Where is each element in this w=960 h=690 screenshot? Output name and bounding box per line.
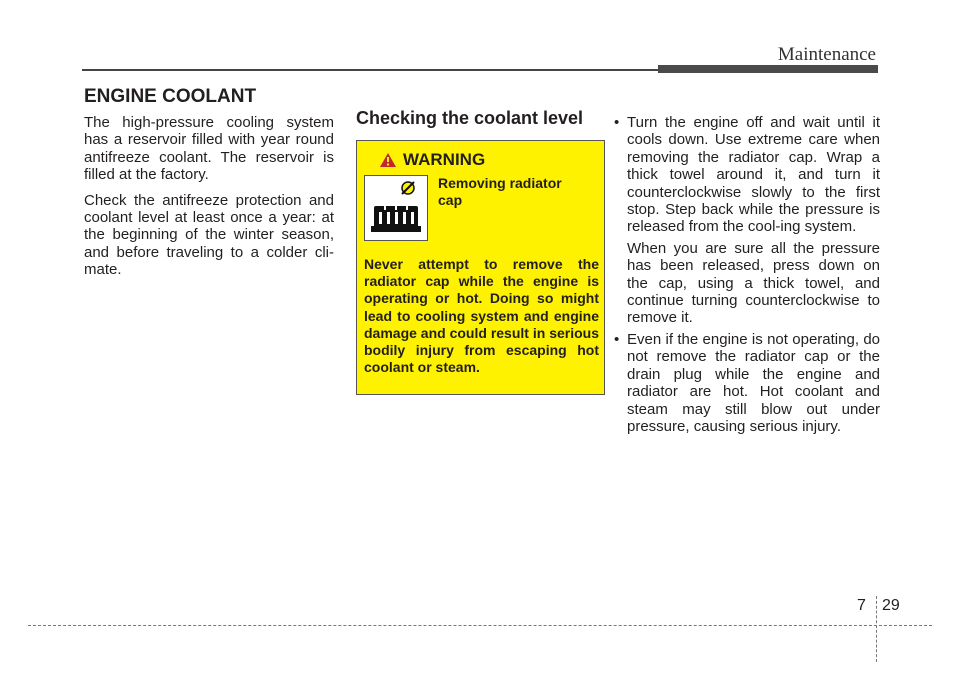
subsection-heading: Checking the coolant level bbox=[356, 108, 584, 128]
paragraph: Check the antifreeze protection and coolant level at least once a year: at the beginning of the winter season, and before traveling to a colder cli-mate. bbox=[84, 191, 334, 279]
footer-divider bbox=[876, 596, 877, 662]
bullet-item bbox=[613, 114, 880, 327]
bullet-paragraph: • Turn the engine off and wait until it cools down. Use extreme care when removing the radiator cap. Wrap a thick towel around it, and turn it counterclockwise slowly to the first stop. Step back while the pressure is released from the cool-ing system. bbox=[627, 114, 880, 236]
right-column bbox=[613, 114, 880, 439]
paragraph: The high-pressure cooling system has a reservoir filled with year round antifreeze coolant. The reservoir is filled at the factory. bbox=[84, 114, 334, 184]
warning-box bbox=[356, 140, 605, 395]
header-bar bbox=[658, 65, 878, 73]
chapter-number: 7 bbox=[857, 597, 866, 614]
bullet-item bbox=[613, 331, 880, 435]
warning-title: WARNING bbox=[403, 150, 486, 169]
warning-caption: Removing radiator cap bbox=[438, 175, 562, 208]
warning-header bbox=[379, 150, 485, 170]
hot-radiator-icon bbox=[364, 175, 428, 241]
bullet-paragraph: When you are sure all the pressure has been released, press down on the cap, using a thick towel, and continue turning counterclockwise to remove it. bbox=[627, 239, 880, 327]
footer-rule bbox=[28, 625, 932, 626]
left-column bbox=[84, 114, 334, 287]
middle-column bbox=[356, 110, 606, 127]
section-title: ENGINE COOLANT bbox=[84, 86, 257, 107]
warning-body: Never attempt to remove the radiator cap while the engine is operating or hot. Doing so might lead to cooling system and engine damage and could result in serious bodily injury from escaping hot coolant or steam. bbox=[364, 256, 599, 376]
bullet-list bbox=[613, 114, 880, 435]
page-header-title: Maintenance bbox=[777, 44, 876, 65]
bullet-paragraph: • Even if the engine is not operating, do not remove the radiator cap or the drain plug while the engine and radiator are hot. Hot coolant and steam may still blow out under pressure, causing serious injury. bbox=[627, 330, 880, 435]
page-number: 29 bbox=[882, 597, 900, 614]
header-rule bbox=[82, 69, 658, 71]
warning-triangle-icon bbox=[379, 152, 397, 168]
